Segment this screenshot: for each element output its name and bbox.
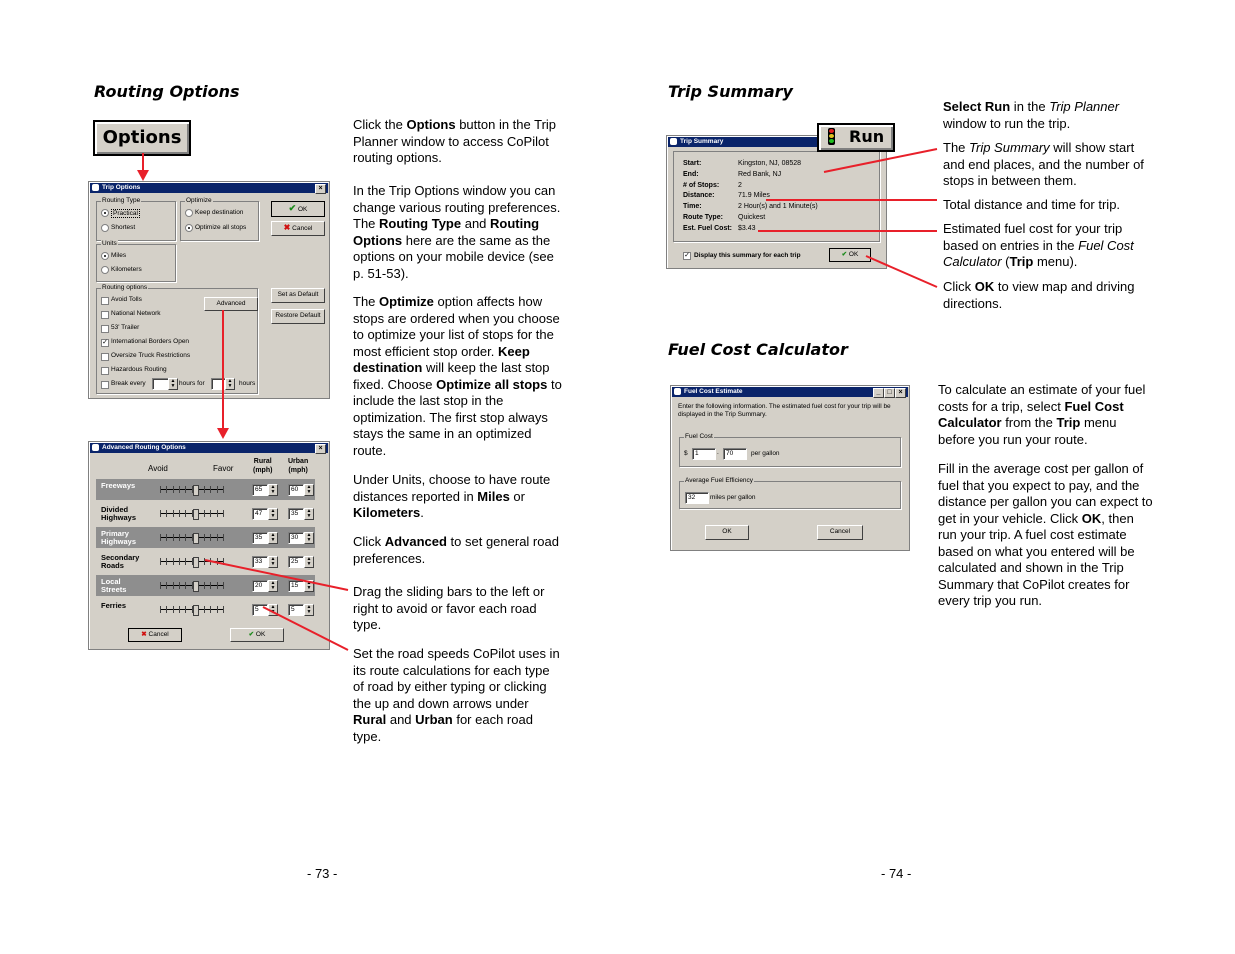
avoid-tolls-checkbox[interactable] <box>101 297 109 305</box>
trip-options-paragraph: In the Trip Options window you can change various routing preferences. The Routing Type and Routing Options here are the same as the options on your mobile device (see p. 51-53). <box>353 183 561 281</box>
optimize-paragraph: The Optimize option affects how stops are ordered when you choose to optimize your list of stops for the most efficient stop order. Keep destination will keep the last stop fixed. Choose Optimize all stops to include the last stop in the optimization. The first stop always stays the same in an optimized route. <box>353 294 562 458</box>
arrowhead-icon <box>217 428 229 439</box>
preference-slider[interactable] <box>160 557 224 566</box>
mpg-field[interactable]: 32 <box>685 492 709 504</box>
summary-label: Start: <box>683 160 702 167</box>
distance-text: Total distance and time for trip. <box>943 197 1121 212</box>
trip-summary-window <box>666 135 887 269</box>
summary-value: 2 <box>738 181 742 189</box>
slider-tick <box>185 606 186 613</box>
trip-options-window <box>88 181 330 399</box>
fuel-fill-paragraph: Fill in the average cost per gallon of fuel that you expect to pay, and the distance per gallon you can expect to get in your vehicle. Click OK, then run your trip. A fuel cost estimate based on what you entered will be calculated and shown in the Trip Summary that CoPilot creates for every trip you run. <box>938 461 1153 608</box>
trip-options-title: Trip Options <box>102 184 141 191</box>
miles-radio[interactable] <box>101 252 109 260</box>
optimize-all-label: Optimize all stops <box>195 224 247 231</box>
summary-value: $3.43 <box>738 224 756 232</box>
road-row <box>96 503 315 524</box>
urban-header: Urban (mph) <box>288 458 309 474</box>
rural-spinner[interactable]: ▲ ▼ <box>268 508 278 520</box>
slider-tick <box>173 510 174 517</box>
preference-slider[interactable] <box>160 533 224 542</box>
set-default-button[interactable]: Set as Default <box>271 288 325 303</box>
display-summary-checkbox[interactable]: ✓ <box>684 252 690 259</box>
national-network-checkbox[interactable] <box>101 311 109 319</box>
fuel-title: Fuel Cost Estimate <box>684 388 743 395</box>
cancel-label: Cancel <box>148 631 169 638</box>
efficiency-label: Average Fuel Efficiency <box>685 477 754 484</box>
urban-spinner[interactable]: ▲ ▼ <box>304 532 314 544</box>
favor-header: Favor <box>213 464 234 473</box>
dollar-sign: $ <box>684 450 688 457</box>
slider-tick <box>160 606 161 613</box>
advanced-titlebar <box>90 443 328 453</box>
keep-destination-radio[interactable] <box>185 209 193 217</box>
summary-group <box>673 151 880 242</box>
slider-tick <box>160 582 161 589</box>
checkmark-icon: ✔ <box>841 251 848 258</box>
urban-spinner[interactable]: ▲ ▼ <box>304 508 314 520</box>
routing-type-group <box>96 197 176 241</box>
slider-tick <box>166 582 167 589</box>
units-label: Units <box>102 240 117 247</box>
shortest-radio[interactable] <box>101 224 109 232</box>
rural-spinner[interactable]: ▲ ▼ <box>268 580 278 592</box>
shortest-label: Shortest <box>111 224 136 231</box>
kilometers-label: Kilometers <box>111 266 142 273</box>
rural-spinner[interactable]: ▲ ▼ <box>268 532 278 544</box>
options-button-label: Options <box>102 127 182 148</box>
road-name: Freeways <box>101 481 136 490</box>
urban-speed-field[interactable]: 5 <box>288 604 304 616</box>
fuel-cost-group <box>679 433 901 467</box>
road-row <box>96 527 315 548</box>
break-every-checkbox[interactable] <box>101 381 109 389</box>
keep-destination-label: Keep destination <box>195 209 244 216</box>
summary-label: Time: <box>683 203 702 211</box>
fuel-cost-label: Fuel Cost <box>685 433 713 440</box>
slider-tick <box>217 606 218 613</box>
optimize-all-radio[interactable] <box>185 224 193 232</box>
kilometers-radio[interactable] <box>101 266 109 274</box>
summary-label: Distance: <box>683 192 715 200</box>
urban-spinner[interactable]: ▲ ▼ <box>304 580 314 592</box>
fuel-intro: Enter the following information. The estimated fuel cost for your trip will be displayed in the Trip Summary. <box>678 403 891 418</box>
routing-options-heading: Routing Options <box>94 82 240 101</box>
hours-for-label: hours for <box>179 380 205 387</box>
intl-borders-label: International Borders Open <box>111 338 190 345</box>
summary-value: Red Bank, NJ <box>738 170 782 178</box>
practical-label: Practical <box>113 210 138 217</box>
trailer-checkbox[interactable] <box>101 325 109 333</box>
close-icon[interactable]: × <box>895 388 906 398</box>
dollars-field[interactable]: 1 <box>692 448 716 460</box>
trip-summary-text: The Trip Summary will show start and end places, and the number of stops in between them. <box>943 140 1144 188</box>
slider-tick <box>185 534 186 541</box>
trip-summary-title: Trip Summary <box>680 138 724 145</box>
yellow-light <box>829 134 834 138</box>
window-icon <box>92 184 99 191</box>
urban-spinner[interactable]: ▲ ▼ <box>304 604 314 616</box>
select-run-text: Select Run in the Trip Planner window to run the trip. <box>943 99 1120 131</box>
slider-tick <box>204 558 205 565</box>
fuel-calculator-heading: Fuel Cost Calculator <box>668 340 848 359</box>
slider-tick <box>223 534 224 541</box>
urban-speed-field[interactable]: 60 <box>288 484 304 496</box>
trip-options-ok-button[interactable] <box>271 201 325 217</box>
rural-spinner[interactable]: ▲ ▼ <box>268 484 278 496</box>
summary-value: Quickest <box>738 214 766 221</box>
slider-thumb[interactable] <box>193 557 199 568</box>
cents-field[interactable]: 70 <box>723 448 747 460</box>
urban-spinner[interactable]: ▲ ▼ <box>304 484 314 496</box>
rural-header: Rural (mph) <box>253 458 273 474</box>
hours-label: hours <box>239 380 256 387</box>
fuel-cost-text: Estimated fuel cost for your trip based on entries in the Fuel Cost Calculator (Trip menu). <box>943 221 1134 269</box>
road-name: Ferries <box>101 601 127 610</box>
slider-tick <box>223 582 224 589</box>
slider-tick <box>185 558 186 565</box>
x-icon: ✖ <box>283 223 291 232</box>
oversize-checkbox[interactable] <box>101 353 109 361</box>
preference-slider[interactable] <box>160 485 224 494</box>
slider-tick <box>173 534 174 541</box>
avoid-tolls-label: Avoid Tolls <box>111 296 142 303</box>
advanced-ok-button[interactable] <box>230 628 284 642</box>
slider-thumb[interactable] <box>193 533 199 544</box>
restore-default-button[interactable]: Restore Default <box>271 309 325 324</box>
window-icon <box>670 138 677 145</box>
slider-tick <box>179 582 180 589</box>
summary-label: Est. Fuel Cost: <box>683 224 733 232</box>
close-icon[interactable]: × <box>315 184 326 194</box>
fuel-ok-button[interactable]: OK <box>705 525 749 540</box>
summary-value: 71.9 Miles <box>738 192 770 200</box>
checkmark-icon: ✔ <box>288 203 297 213</box>
slider-thumb[interactable] <box>193 605 199 616</box>
advanced-button[interactable]: Advanced <box>204 297 258 311</box>
slider-thumb[interactable] <box>193 581 199 592</box>
cancel-label: Cancel <box>292 225 313 232</box>
slider-tick <box>223 606 224 613</box>
fuel-efficiency-group <box>679 477 901 509</box>
slider-tick <box>204 606 205 613</box>
urban-speed-field[interactable]: 25 <box>288 556 304 568</box>
options-button[interactable] <box>93 120 191 156</box>
trip-summary-heading: Trip Summary <box>668 82 793 101</box>
fuel-titlebar <box>672 387 908 397</box>
hazardous-label: Hazardous Routing <box>111 366 167 373</box>
slider-tick <box>173 582 174 589</box>
slider-tick <box>166 510 167 517</box>
preference-slider[interactable] <box>160 581 224 590</box>
oversize-label: Oversize Truck Restrictions <box>111 352 191 359</box>
traffic-light-icon <box>828 128 835 145</box>
arrowhead-icon <box>137 170 149 181</box>
miles-per-gallon-label: miles per gallon <box>710 494 756 501</box>
x-icon: ✖ <box>141 631 147 638</box>
slider-tick <box>210 582 211 589</box>
fuel-cost-window <box>670 385 910 551</box>
optimize-label: Optimize <box>186 197 212 204</box>
slider-tick <box>166 606 167 613</box>
units-paragraph: Under Units, choose to have route distances reported in Miles or Kilometers. <box>353 472 551 520</box>
ok-label: OK <box>848 251 859 258</box>
advanced-title: Advanced Routing Options <box>102 444 186 451</box>
rural-speed-field[interactable]: 5 <box>252 604 268 616</box>
slider-tick <box>173 558 174 565</box>
trip-options-titlebar <box>90 183 328 193</box>
slider-tick <box>173 606 174 613</box>
slider-tick <box>185 510 186 517</box>
optimize-group <box>180 197 259 241</box>
slider-tick <box>160 558 161 565</box>
slider-tick <box>179 486 180 493</box>
ok-label: OK <box>255 631 266 638</box>
slider-tick <box>204 582 205 589</box>
break-every-label: Break every <box>111 380 146 387</box>
click-ok-text: Click OK to view map and driving directions. <box>943 279 1135 311</box>
practical-radio[interactable] <box>101 209 109 217</box>
slider-tick <box>210 510 211 517</box>
page-number-right: - 74 - <box>881 866 912 881</box>
slider-tick <box>185 486 186 493</box>
hazardous-checkbox[interactable] <box>101 367 109 375</box>
close-icon[interactable]: × <box>315 444 326 454</box>
checkmark-icon: ✔ <box>248 631 255 638</box>
national-network-label: National Network <box>111 310 161 317</box>
slider-tick <box>223 510 224 517</box>
sliders-paragraph: Drag the sliding bars to the left or right to avoid or favor each road type. <box>353 584 545 632</box>
road-row <box>96 575 315 596</box>
red-light <box>829 129 834 133</box>
road-name: Secondary Roads <box>101 553 140 570</box>
slider-tick <box>217 534 218 541</box>
road-row <box>96 599 315 620</box>
slider-tick <box>185 582 186 589</box>
break-hours-spinner[interactable]: ▲ ▼ <box>168 378 178 390</box>
ok-label: OK <box>297 206 308 213</box>
advanced-paragraph: Click Advanced to set general road preferences. <box>353 534 559 566</box>
slider-tick <box>204 486 205 493</box>
summary-value: 2 Hour(s) and 1 Minute(s) <box>738 203 818 211</box>
advanced-cancel-button[interactable] <box>128 628 182 642</box>
road-name: Local Streets <box>101 577 127 594</box>
advanced-routing-window <box>88 441 330 650</box>
speeds-paragraph: Set the road speeds CoPilot uses in its route calculations for each type of road by either typing or clicking the up and down arrows under Rural and Urban for each road type. <box>353 646 560 744</box>
display-summary-label: Display this summary for each trip <box>694 252 801 259</box>
run-button[interactable] <box>817 123 895 152</box>
slider-tick <box>179 606 180 613</box>
slider-tick <box>210 534 211 541</box>
slider-tick <box>217 558 218 565</box>
rural-speed-field[interactable]: 65 <box>252 484 268 496</box>
avoid-header: Avoid <box>148 464 168 473</box>
window-icon <box>92 444 99 451</box>
slider-tick <box>223 486 224 493</box>
rural-spinner[interactable]: ▲ ▼ <box>268 556 278 568</box>
urban-spinner[interactable]: ▲ ▼ <box>304 556 314 568</box>
summary-label: End: <box>683 170 699 178</box>
per-gallon-label: per gallon <box>751 450 780 457</box>
rural-speed-field[interactable]: 20 <box>252 580 268 592</box>
rural-speed-field[interactable]: 47 <box>252 508 268 520</box>
slider-tick <box>166 486 167 493</box>
routing-type-label: Routing Type <box>102 197 141 204</box>
slider-thumb[interactable] <box>193 509 199 520</box>
slider-tick <box>217 486 218 493</box>
routing-options-group <box>96 284 258 394</box>
green-light <box>829 139 834 143</box>
units-group <box>96 240 176 282</box>
summary-label: Route Type: <box>683 214 723 221</box>
slider-tick <box>173 486 174 493</box>
preference-slider[interactable] <box>160 605 224 614</box>
maximize-icon[interactable]: □ <box>884 388 895 398</box>
trailer-label: 53' Trailer <box>111 324 140 331</box>
rural-speed-field[interactable]: 33 <box>252 556 268 568</box>
preference-slider[interactable] <box>160 509 224 518</box>
urban-speed-field[interactable]: 35 <box>288 508 304 520</box>
road-name: Primary Highways <box>101 529 137 546</box>
slider-tick <box>223 558 224 565</box>
slider-tick <box>204 534 205 541</box>
urban-speed-field[interactable]: 30 <box>288 532 304 544</box>
slider-tick <box>179 534 180 541</box>
window-icon <box>674 388 681 395</box>
run-label: Run <box>849 127 885 146</box>
urban-speed-field[interactable]: 15 <box>288 580 304 592</box>
rural-speed-field[interactable]: 35 <box>252 532 268 544</box>
slider-tick <box>179 510 180 517</box>
intl-borders-checkbox[interactable]: ✓ <box>102 339 108 346</box>
road-row <box>96 479 315 500</box>
options-paragraph: Click the Options button in the Trip Planner window to access CoPilot routing options. <box>353 117 557 165</box>
slider-tick <box>160 534 161 541</box>
slider-thumb[interactable] <box>193 485 199 496</box>
summary-label: # of Stops: <box>683 181 720 189</box>
fuel-cancel-button[interactable]: Cancel <box>817 525 863 540</box>
slider-tick <box>160 486 161 493</box>
slider-tick <box>166 534 167 541</box>
break-duration-spinner[interactable]: ▲ ▼ <box>225 378 235 390</box>
slider-tick <box>217 582 218 589</box>
summary-value: Kingston, NJ, 08528 <box>738 160 802 167</box>
slider-tick <box>210 606 211 613</box>
trip-summary-ok-button[interactable] <box>829 248 871 262</box>
slider-tick <box>217 510 218 517</box>
slider-tick <box>166 558 167 565</box>
trip-options-cancel-button[interactable] <box>271 221 325 236</box>
rural-spinner[interactable]: ▲ ▼ <box>268 604 278 616</box>
decimal-point: . <box>717 449 719 456</box>
road-name: Divided Highways <box>101 505 137 522</box>
slider-tick <box>210 486 211 493</box>
road-row <box>96 551 315 572</box>
page-number-left: - 73 - <box>307 866 338 881</box>
slider-tick <box>204 510 205 517</box>
minimize-icon[interactable]: _ <box>873 388 884 398</box>
fuel-intro-paragraph: To calculate an estimate of your fuel costs for a trip, select Fuel Cost Calculator from the Trip menu before you run your route. <box>938 382 1146 447</box>
miles-label: Miles <box>111 252 127 259</box>
routing-options-label: Routing options <box>102 284 148 291</box>
slider-tick <box>160 510 161 517</box>
slider-tick <box>179 558 180 565</box>
slider-tick <box>210 558 211 565</box>
